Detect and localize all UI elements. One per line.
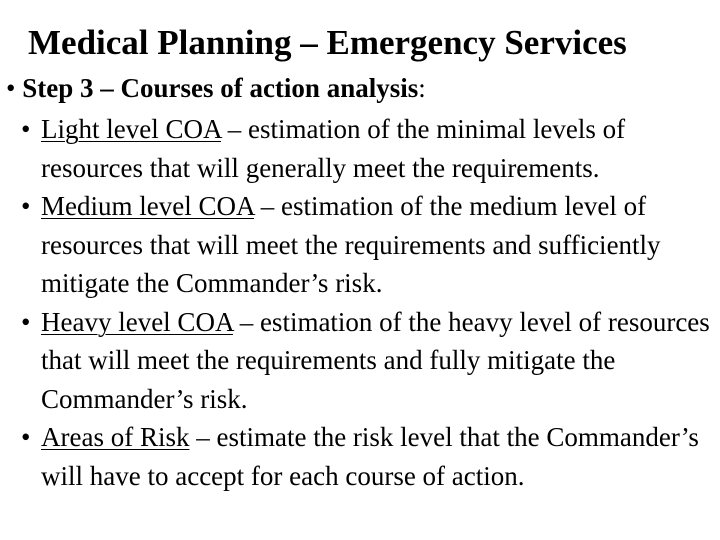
item-description: – estimation of the minimal levels of resources that will generally meet the requirements. <box>41 114 626 183</box>
bullet-icon: • <box>21 306 31 337</box>
step-heading-line <box>6 70 426 106</box>
term-areas-of-risk: Areas of Risk <box>41 422 190 452</box>
bullet-icon: • <box>6 73 16 103</box>
list-item-heavy <box>20 303 716 419</box>
list-item-light <box>20 110 716 187</box>
bullet-icon: • <box>21 114 31 144</box>
item-description: – estimation of the medium level of resources that will meet the requirements and sufficiently mitigate the Commander’s risk. <box>41 191 661 298</box>
slide-title: Medical Planning – Emergency Services <box>28 23 627 62</box>
bullet-icon: • <box>21 191 31 221</box>
term-medium-level-coa: Medium level COA <box>41 191 254 221</box>
item-description: – estimation of the heavy level of resources that will meet the requirements and fully mitigate the Commander’s risk. <box>41 306 710 414</box>
step-heading: Step 3 – Courses of action analysis <box>22 73 419 103</box>
list-item-areas-of-risk <box>20 418 716 495</box>
term-light-level-coa: Light level COA <box>41 114 221 144</box>
item-description: – estimate the risk level that the Commander’s will have to accept for each course of action. <box>41 422 699 491</box>
list-item-medium <box>20 187 716 303</box>
bullet-icon: • <box>21 422 31 452</box>
step-colon: : <box>418 73 426 103</box>
coa-list <box>20 110 716 495</box>
term-heavy-level-coa: Heavy level COA <box>41 306 233 337</box>
